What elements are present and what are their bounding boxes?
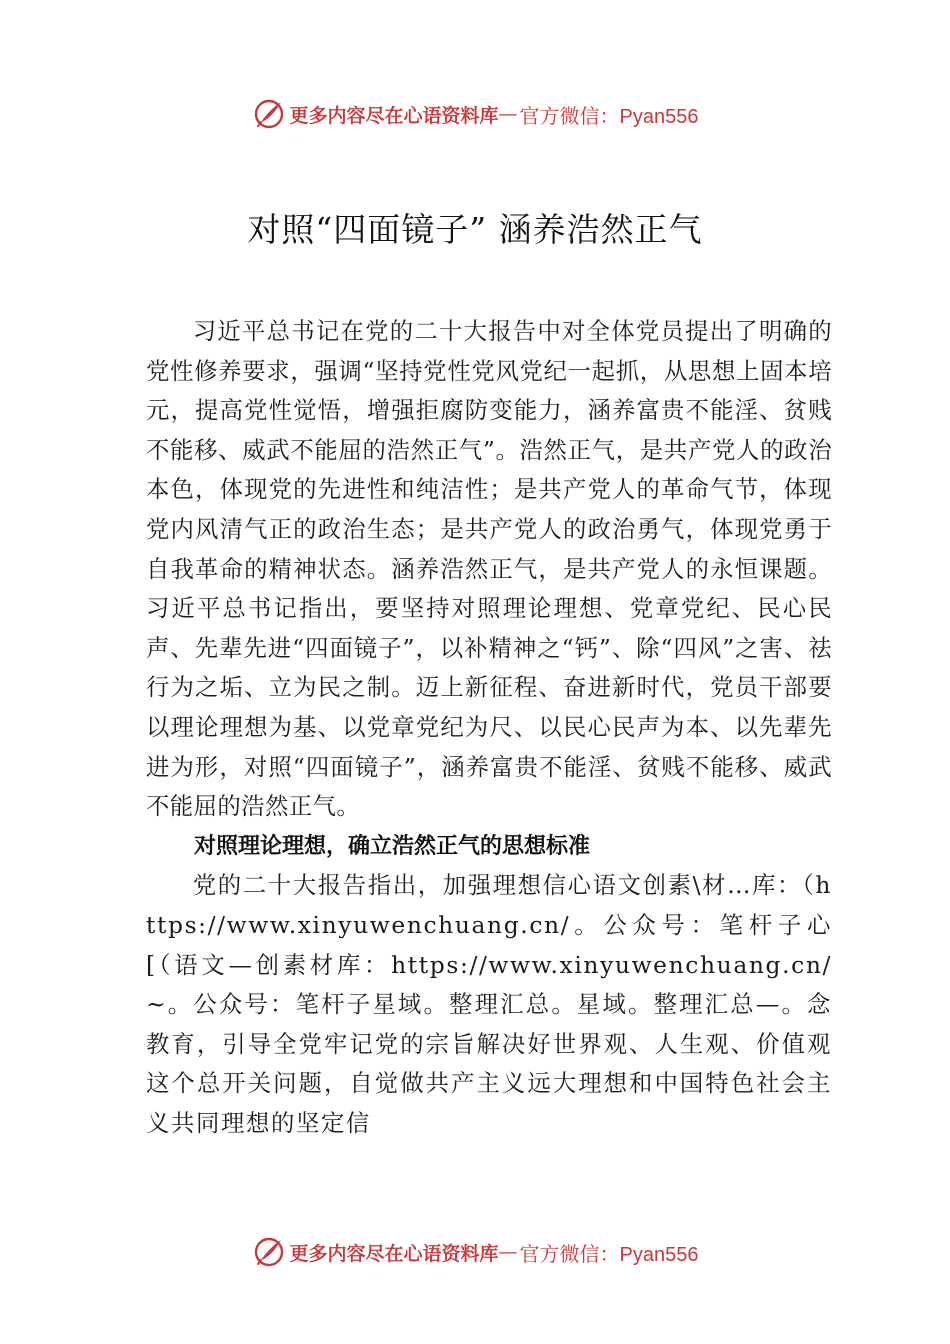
banner-brand-text: 更多内容尽在心语资料库 [289, 104, 499, 127]
banner-wechat-text: 官方微信：Pyan556 [519, 105, 699, 128]
document-body [146, 312, 832, 1143]
footer-dash: — [498, 1241, 518, 1263]
footer-watermark-banner [0, 1232, 950, 1272]
quill-pen-icon [252, 1235, 286, 1269]
footer-brand-text: 更多内容尽在心语资料库 [289, 1242, 499, 1265]
banner-dash: — [498, 103, 518, 125]
section-paragraph: 党的二十大报告指出，加强理想信心语文创素\材…库：（https://www.xinyuwenchuang.cn/。公众号：笔杆子心[（语文—创素材库：https://www.xinyuwenchuang.cn/~。公众号：笔杆子星域。整理汇总。星域。整理汇总—。念教育，引导全党牢记党的宗旨解决好世界观、人生观、价值观这个总开关问题，自觉做共产主义远大理想和中国特色社会主义共同理想的坚定信 [146, 871, 832, 1137]
document-title: 对照“四面镜子” 涵养浩然正气 [247, 210, 703, 249]
footer-wechat-text: 官方微信：Pyan556 [519, 1243, 699, 1266]
section-heading: 对照理论理想，确立浩然正气的思想标准 [194, 833, 591, 859]
header-watermark-banner [0, 94, 950, 134]
quill-pen-icon [252, 97, 286, 131]
intro-paragraph: 习近平总书记在党的二十大报告中对全体党员提出了明确的党性修养要求，强调“坚持党性党风党纪一起抓，从思想上固本培元，提高党性觉悟，增强拒腐防变能力，涵养富贵不能淫、贫贱不能移、威武不能屈的浩然正气”。浩然正气，是共产党人的政治本色，体现党的先进性和纯洁性；是共产党人的革命气节，体现党内风清气正的政治生态；是共产党人的政治勇气，体现党勇于自我革命的精神状态。涵养浩然正气，是共产党人的永恒课题。习近平总书记指出，要坚持对照理论理想、党章党纪、民心民声、先辈先进“四面镜子”，以补精神之“钙”、除“四风”之害、祛行为之垢、立为民之制。迈上新征程、奋进新时代，党员干部要以理论理想为基、以党章党纪为尺、以民心民声为本、以先辈先进为形，对照“四面镜子”，涵养富贵不能淫、贫贱不能移、威武不能屈的浩然正气。 [146, 317, 832, 821]
